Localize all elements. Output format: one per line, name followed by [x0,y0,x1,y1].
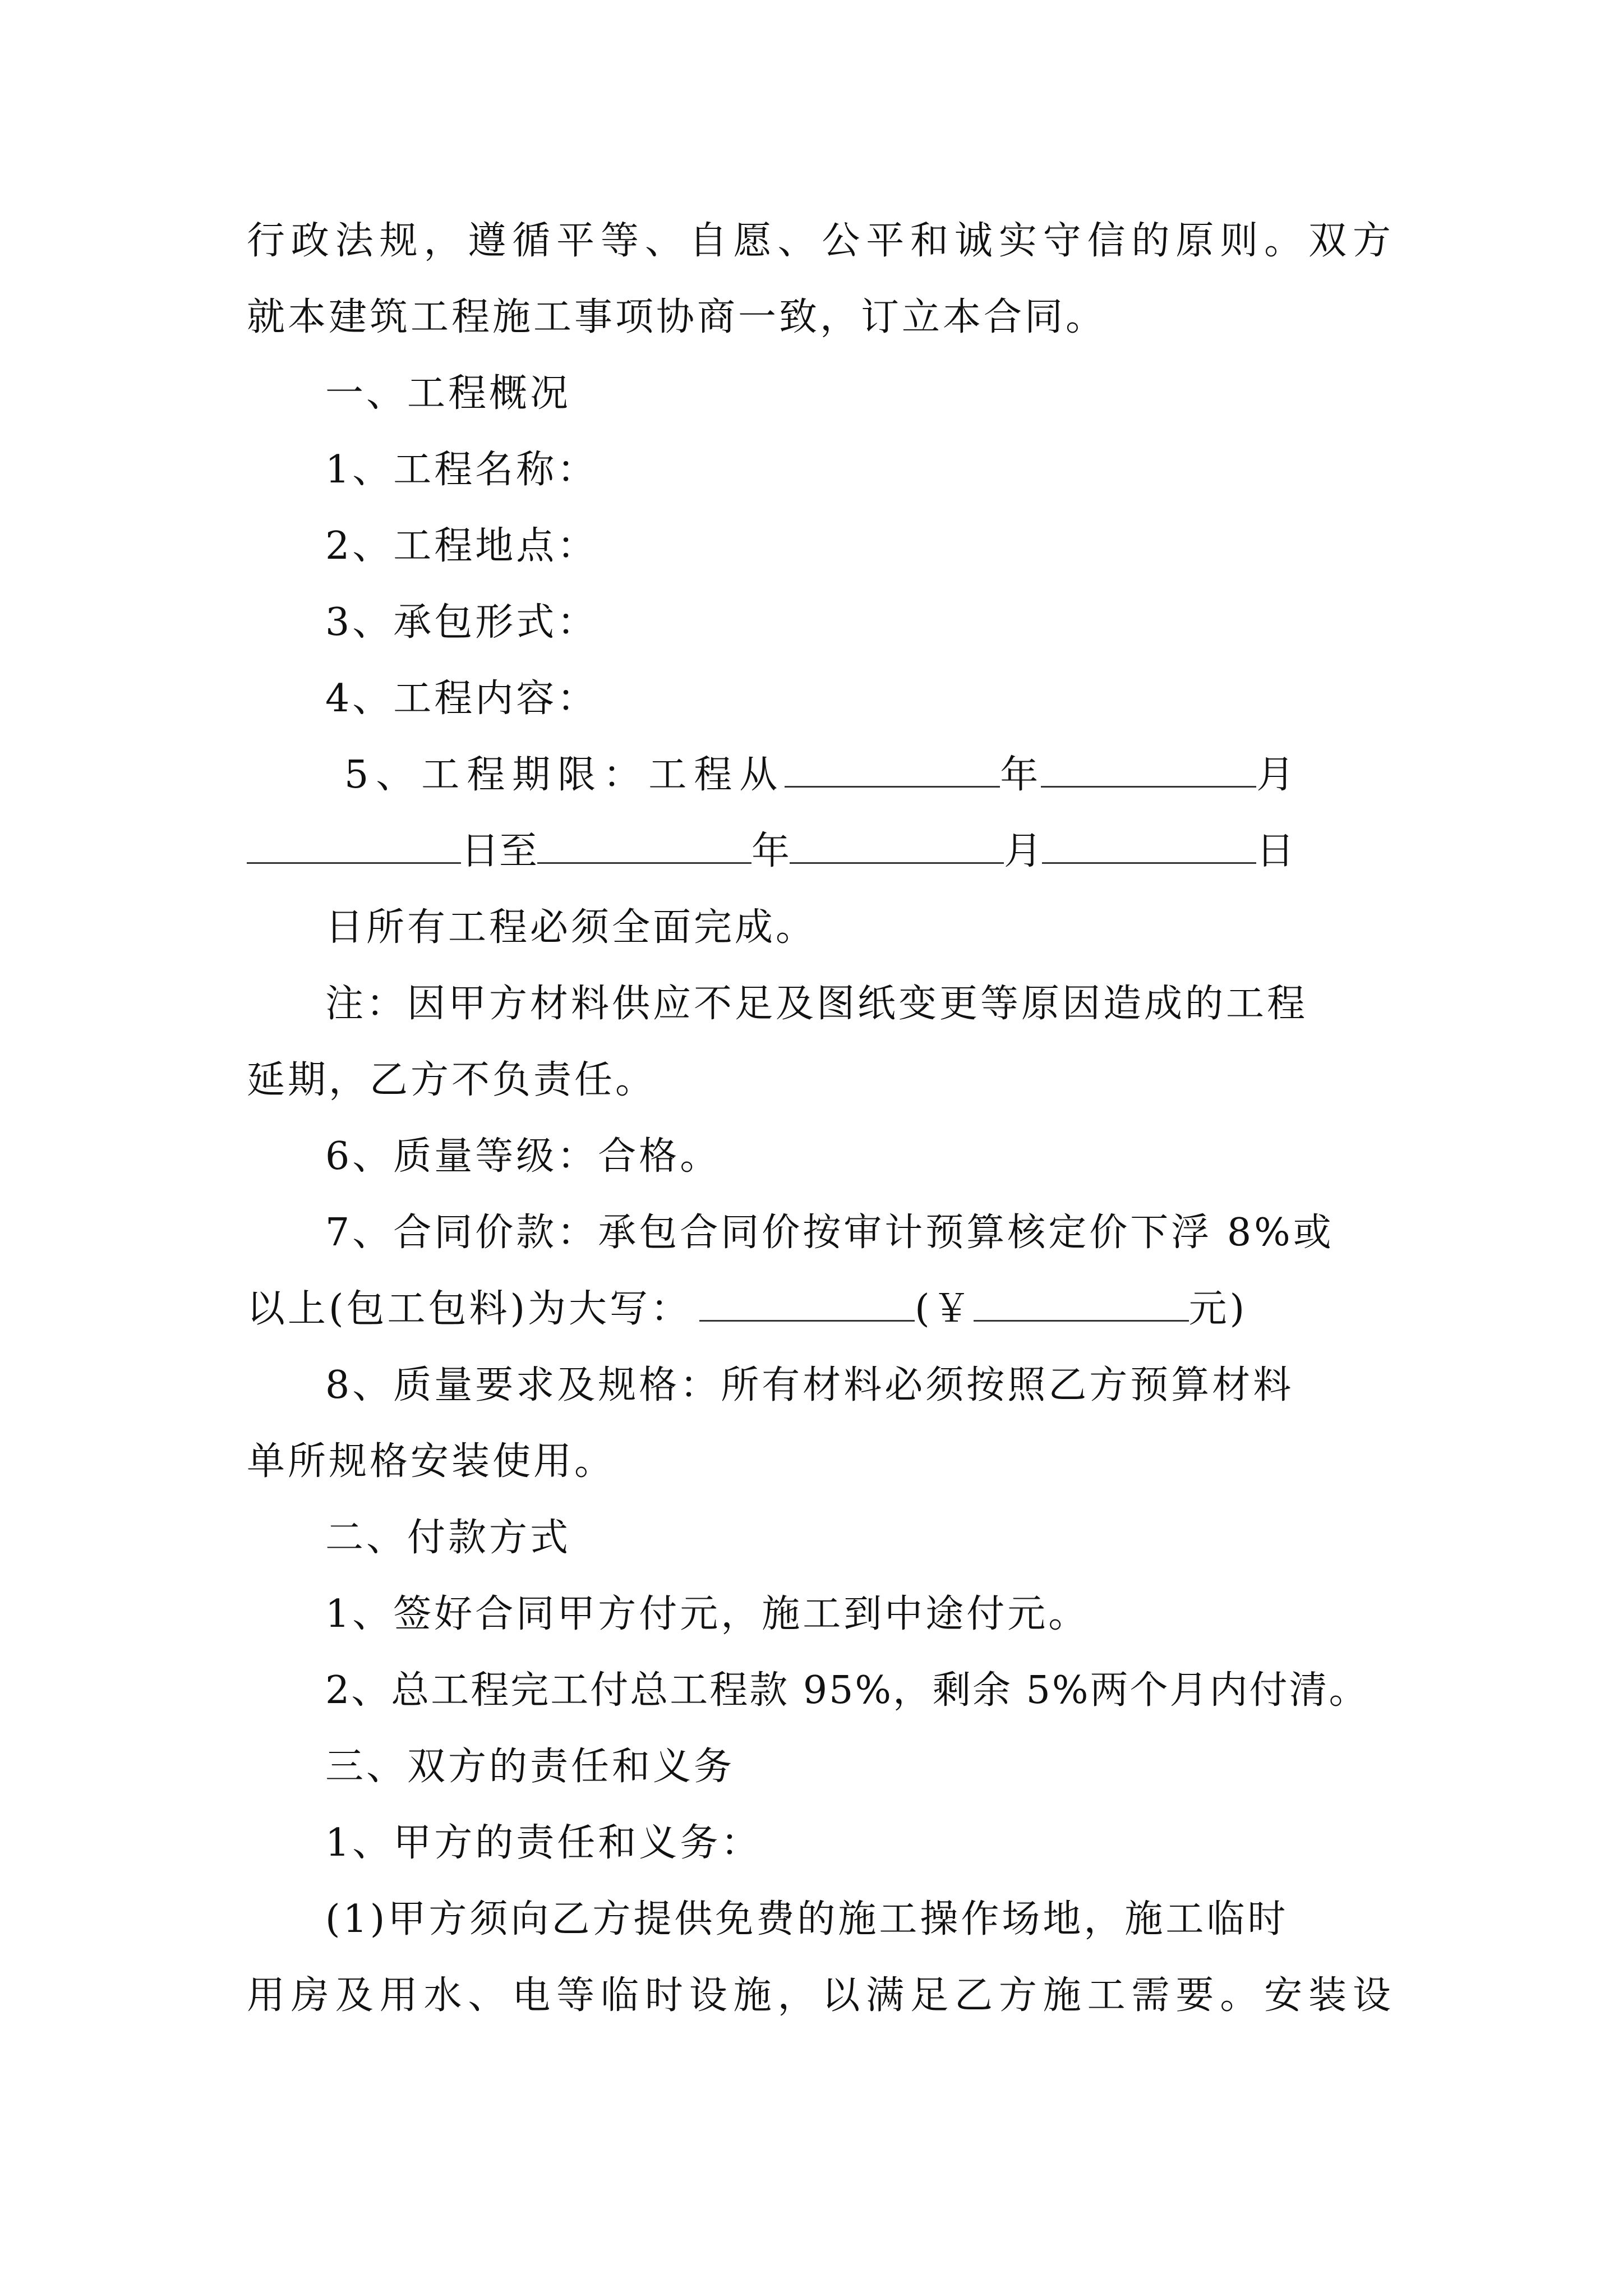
text-char: 以 [822,1973,860,2018]
text-char: 、 [468,1973,506,2018]
text-char: 实 [998,219,1037,263]
day-unit: 日 [1256,829,1295,873]
text-char: 设 [1352,1973,1391,2018]
paragraph-line: 日所有工程必须全面完成。 [325,905,817,950]
text-char: 施 [1043,1973,1081,2018]
text-char: 愿 [733,219,772,263]
text-char: 公 [822,219,860,263]
text-char: 。 [1220,1973,1258,2018]
text-char: 方 [1352,219,1391,263]
text-char: 满 [866,1973,905,2018]
text-char: 房 [291,1973,329,2018]
text-char: 遵 [468,219,506,263]
text-char: 电 [512,1973,551,2018]
text-char: 设 [689,1973,727,2018]
section-heading: 三、双方的责任和义务 [325,1745,735,1789]
text-char: 和 [910,219,949,263]
paragraph-line: 单所规格安装使用。 [247,1439,616,1484]
text-char: 用 [379,1973,418,2018]
paragraph-line: (1)甲方须向乙方提供免费的施工操作场地，施工临时 [325,1897,1289,1941]
price-close: 元) [1188,1287,1248,1331]
end-year-blank[interactable] [537,829,751,864]
field-contract-price: 7、合同价款：承包合同价按审计预算核定价下浮 8%或 [325,1211,1334,1255]
paragraph-line [247,1968,1391,2024]
price-amount-line [247,1281,1391,1337]
paragraph-line [247,213,1391,269]
text-char: 需 [1131,1973,1170,2018]
text-char: 则 [1220,219,1258,263]
text-char: 装 [1308,1973,1347,2018]
text-char: 用 [247,1973,285,2018]
text-char: 自 [689,219,727,263]
section-heading: 二、付款方式 [325,1516,571,1560]
text-char: 平 [866,219,905,263]
paragraph-line: 就本建筑工程施工事项协商一致，订立本合同。 [247,295,1107,339]
field-project-name: 1、工程名称： [325,448,598,492]
field-project-content: 4、工程内容： [325,677,598,721]
field-quality-spec: 8、质量要求及规格：所有材料必须按照乙方预算材料 [325,1363,1294,1407]
text-char: 等 [556,1973,595,2018]
paragraph-line: 延期，乙方不负责任。 [247,1058,657,1102]
end-day-blank[interactable] [1042,829,1256,864]
text-char: 。 [1264,219,1303,263]
text-char: 的 [1131,219,1170,263]
text-char: 诚 [955,219,993,263]
text-char: 要 [1175,1973,1214,2018]
month-unit: 月 [1004,829,1043,873]
text-char: 乙 [955,1973,993,2018]
text-char: 时 [644,1973,683,2018]
field-contract-form: 3、承包形式： [325,600,598,645]
text-char: 等 [601,219,639,263]
text-char: 行 [247,219,285,263]
section-heading: 一、工程概况 [325,371,571,416]
start-year-blank[interactable] [785,752,1000,788]
period-label: 5、工程期限：工程从 [344,753,785,797]
field-quality-grade: 6、质量等级：合格。 [325,1134,721,1179]
payment-item: 1、签好合同甲方付元，施工到中途付元。 [325,1592,1090,1636]
year-unit: 年 [1000,753,1041,797]
text-char: 法 [335,219,374,263]
text-char: ， [423,219,462,263]
text-char: 信 [1087,219,1126,263]
text-char: 水 [423,1973,462,2018]
text-char: 临 [601,1973,639,2018]
text-char: 、 [777,219,816,263]
text-char: 循 [512,219,551,263]
text-char: 及 [335,1973,374,2018]
amount-words-blank[interactable] [699,1286,915,1322]
price-open: (￥ [915,1287,974,1331]
paragraph-line: 注：因甲方材料供应不足及图纸变更等原因造成的工程 [325,982,1308,1026]
field-project-period [344,747,1391,803]
subsection-heading: 1、甲方的责任和义务： [325,1821,762,1865]
payment-item: 2、总工程完工付总工程款 95%，剩余 5%两个月内付清。 [325,1668,1369,1713]
start-month-blank[interactable] [1041,752,1256,788]
text-char: ， [777,1973,816,2018]
start-day-blank[interactable] [247,829,461,864]
text-char: 足 [910,1973,949,2018]
end-month-blank[interactable] [790,829,1004,864]
price-prefix: 以上(包工包料)为大写： [247,1287,692,1331]
period-continuation [247,823,1391,880]
text-char: 政 [291,219,329,263]
text-char: 方 [998,1973,1037,2018]
text-char: 施 [733,1973,772,2018]
text-char: 规 [379,219,418,263]
year-unit: 年 [751,829,790,873]
text-char: 双 [1308,219,1347,263]
day-to-unit: 日至 [461,829,538,873]
text-char: 平 [556,219,595,263]
month-unit: 月 [1256,753,1298,797]
text-char: 守 [1043,219,1081,263]
text-char: 安 [1264,1973,1303,2018]
text-char: 原 [1175,219,1214,263]
text-char: 、 [644,219,683,263]
field-project-location: 2、工程地点： [325,524,598,568]
amount-number-blank[interactable] [974,1286,1189,1322]
text-char: 工 [1087,1973,1126,2018]
